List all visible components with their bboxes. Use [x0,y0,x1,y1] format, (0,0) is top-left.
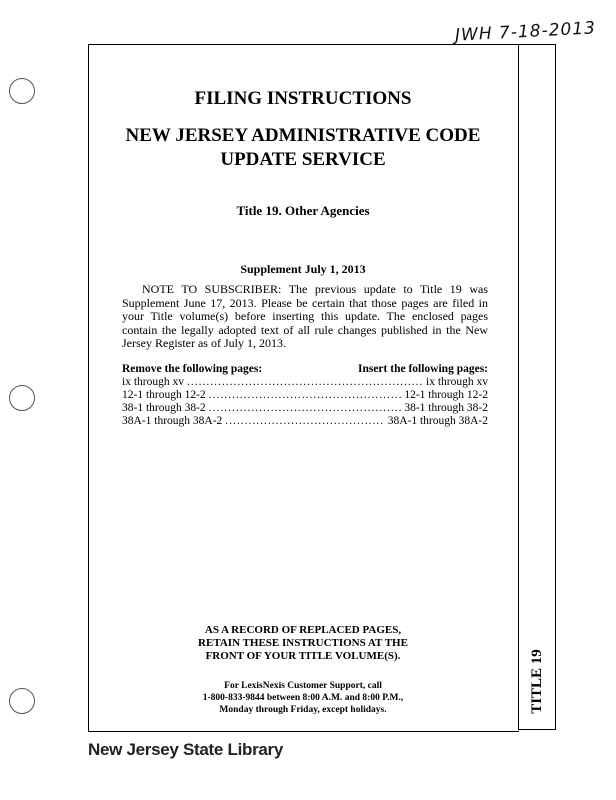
support-line: Monday through Friday, except holidays. [219,705,387,715]
table-row [122,415,488,428]
pages-header [122,363,488,375]
punch-hole [9,78,35,104]
retain-instructions [88,624,518,663]
insert-pages: ix through xv [426,376,488,388]
insert-pages: 38A-1 through 38A-2 [387,415,488,427]
title-number: Title 19. Other Agencies [236,203,370,218]
punch-hole [9,385,35,411]
remove-pages: 38A-1 through 38A-2 [122,415,223,427]
table-row [122,376,488,389]
spine-tab [518,44,556,730]
handwritten-annotation: JWH 7-18-2013 [454,18,597,46]
dot-leader [209,389,402,402]
remove-pages: 12-1 through 12-2 [122,389,206,401]
page-title: FILING INSTRUCTIONS [194,88,412,109]
remove-pages: 38-1 through 38-2 [122,402,206,414]
punch-hole [9,688,35,714]
insert-header: Insert the following pages: [357,363,488,375]
insert-pages: 38-1 through 38-2 [404,402,488,414]
code-title-line1: NEW JERSEY ADMINISTRATIVE CODE [125,125,481,146]
retain-line: FRONT OF YOUR TITLE VOLUME(S). [205,650,401,662]
table-row [122,402,488,415]
note-to-subscriber: NOTE TO SUBSCRIBER: The previous update to Title 19 was Supplement June 17, 2013. Please be certain that those pages are filed in your Title volume(s) before inserting this update. The enclosed pages contain the legally adopted text of all rule changes published in the New Jersey Register as of July 1, 2013. [122,282,488,350]
remove-pages: ix through xv [122,376,184,388]
supplement-date: Supplement July 1, 2013 [240,262,366,276]
dot-leader [187,376,423,389]
tab-label: TITLE 19 [528,648,545,714]
dot-leader [209,402,402,415]
retain-line: RETAIN THESE INSTRUCTIONS AT THE [198,637,408,649]
dot-leader [225,415,384,428]
remove-header: Remove the following pages: [122,363,263,375]
insert-pages: 12-1 through 12-2 [404,389,488,401]
code-title [88,124,518,172]
table-row [122,389,488,402]
customer-support [88,680,518,716]
support-line: For LexisNexis Customer Support, call [224,681,382,691]
pages-table [122,376,488,428]
retain-line: AS A RECORD OF REPLACED PAGES, [204,624,402,636]
code-title-line2: UPDATE SERVICE [220,149,386,170]
support-phone: 1-800-833-9844 between 8:00 A.M. and 8:00 P.M., [202,693,404,703]
library-stamp: New Jersey State Library [88,740,284,759]
